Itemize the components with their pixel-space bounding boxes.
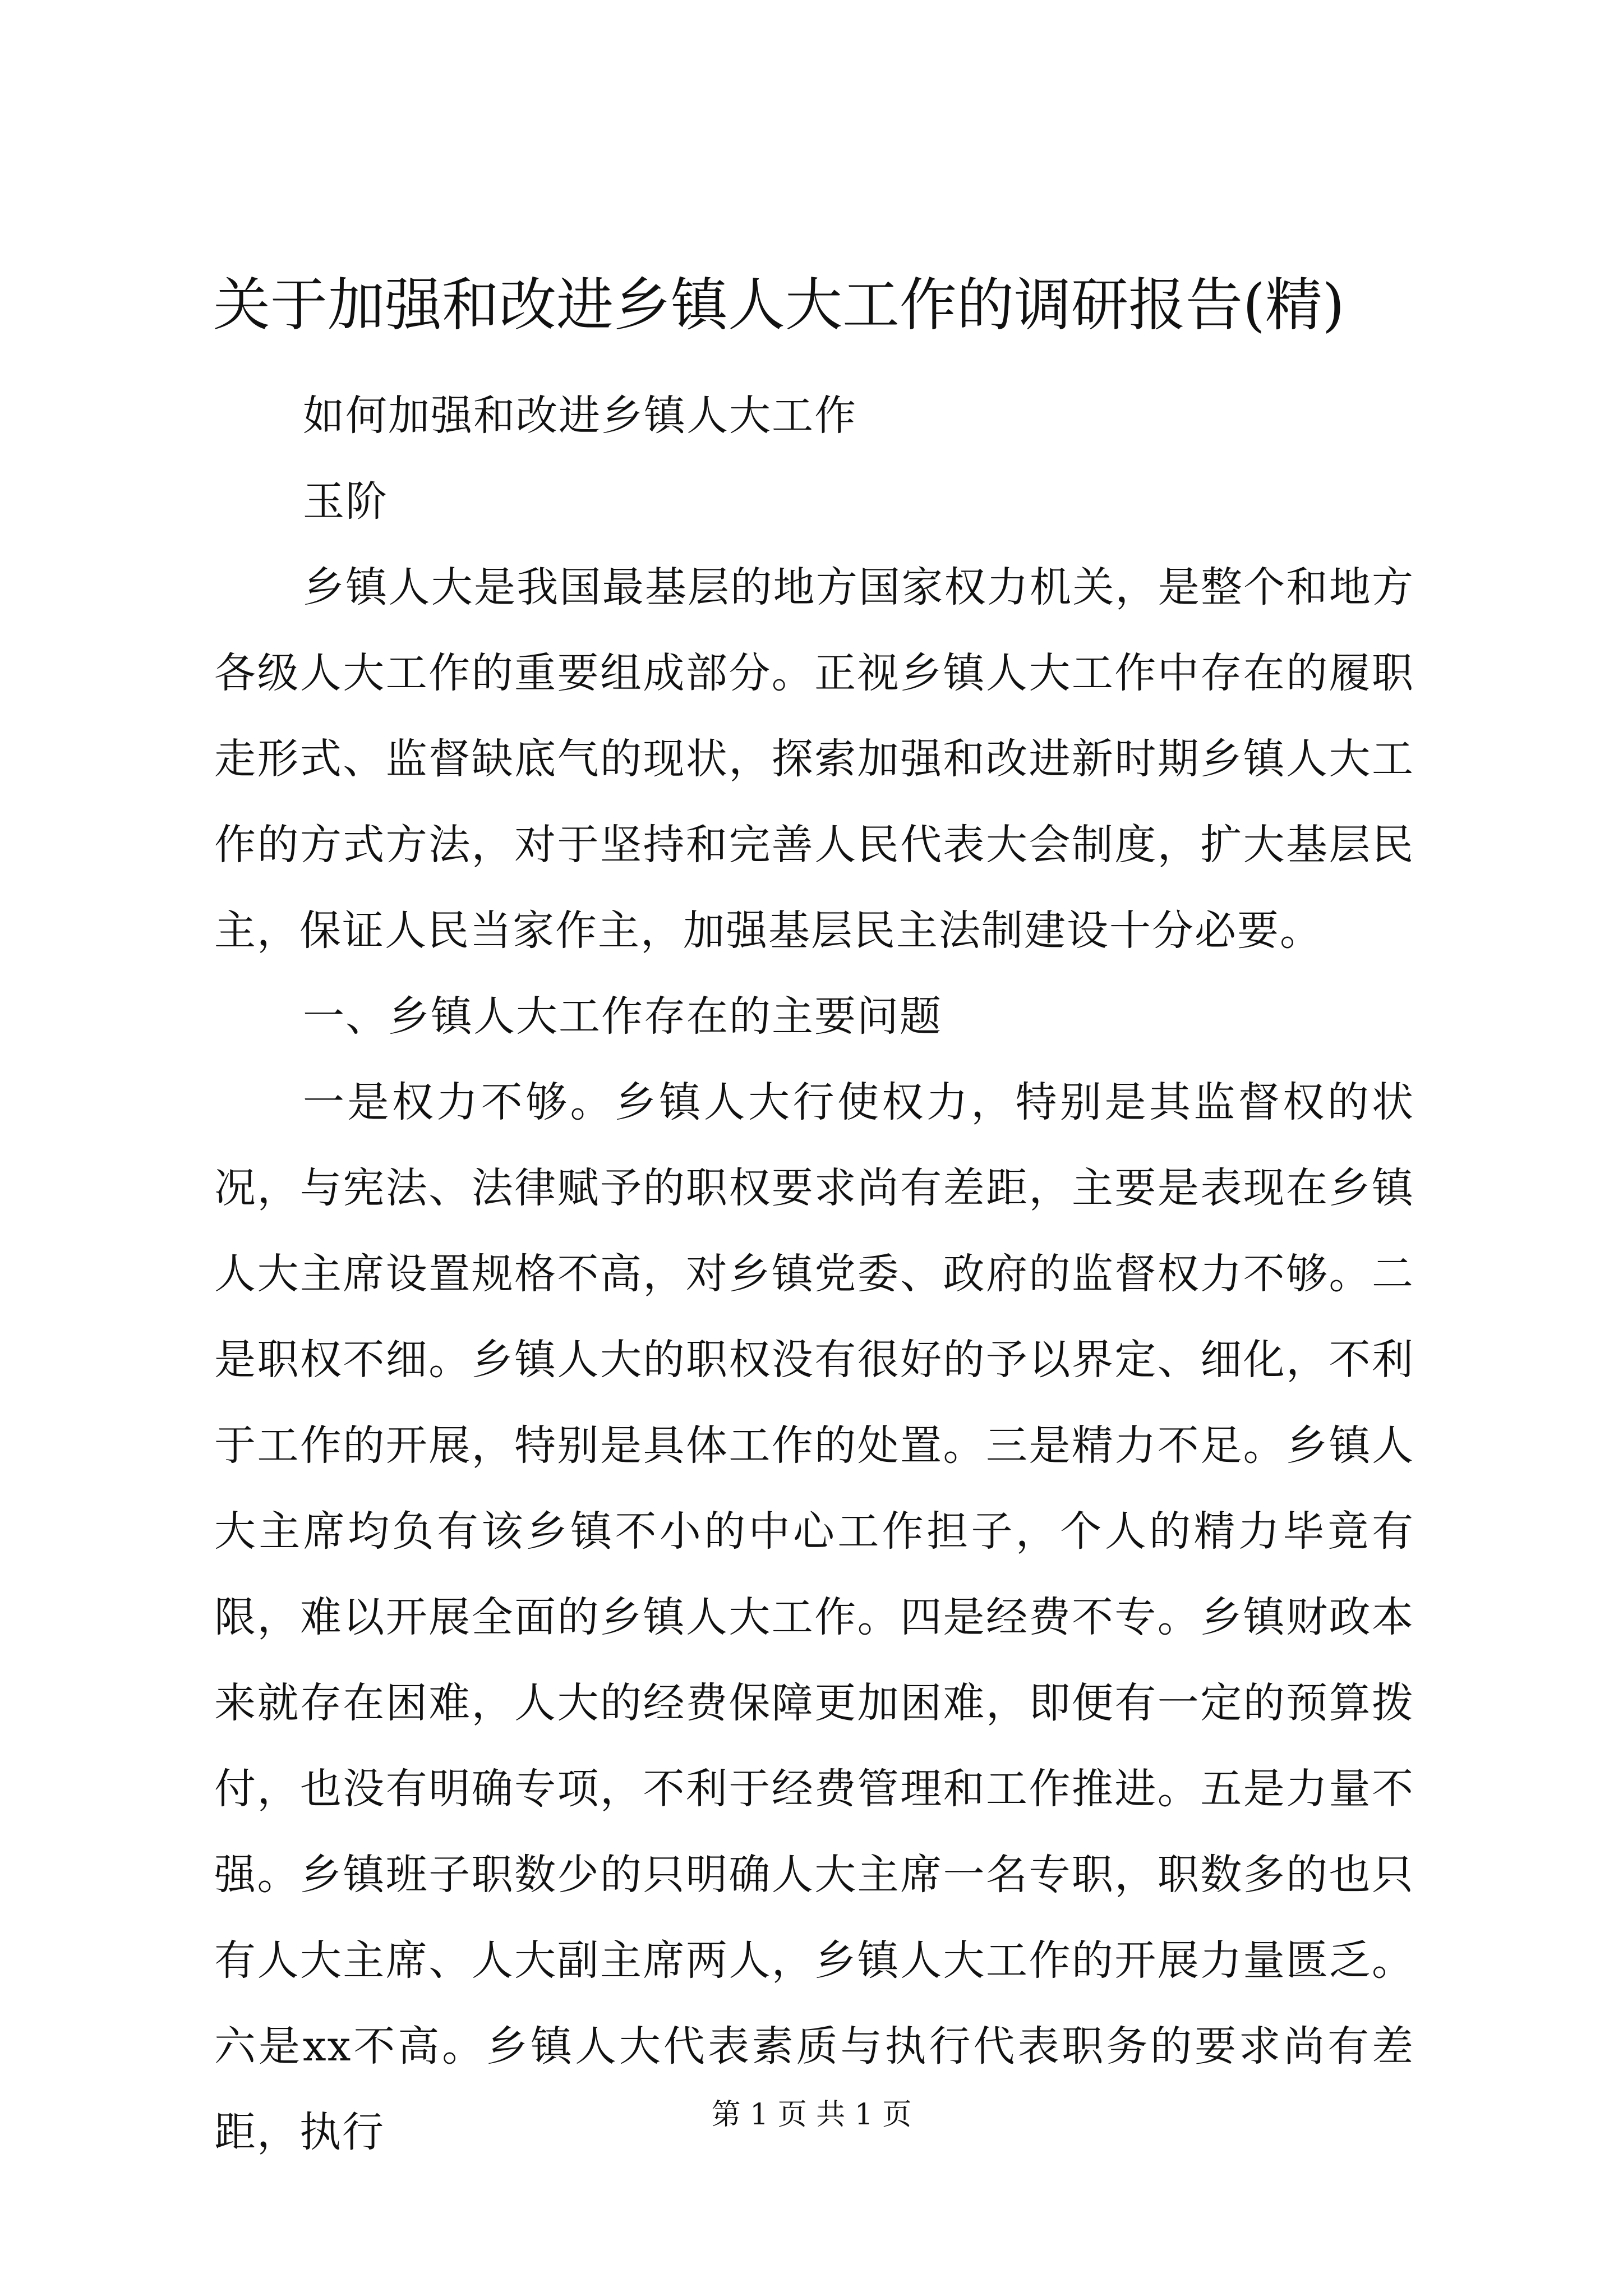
intro-paragraph: 乡镇人大是我国最基层的地方国家权力机关，是整个和地方各级人大工作的重要组成部分。正视乡镇人大工作中存在的履职走形式、监督缺底气的现状，探索加强和改进新时期乡镇人大工作的方式方法，对于坚持和完善人民代表大会制度，扩大基层民主，保证人民当家作主，加强基层民主法制建设十分必要。 <box>214 563 1414 955</box>
section-heading: 一、乡镇人大工作存在的主要问题 <box>303 992 942 1041</box>
document-title: 关于加强和改进乡镇人大工作的调研报告(精) <box>213 272 1345 339</box>
document-body <box>214 373 1414 2175</box>
author-paragraph: 玉阶 <box>303 477 388 526</box>
problems-paragraph: 一是权力不够。乡镇人大行使权力，特别是其监督权的状况，与宪法、法律赋予的职权要求尚有差距，主要是表现在乡镇人大主席设置规格不高，对乡镇党委、政府的监督权力不够。二是职权不细。乡镇人大的职权没有很好的予以界定、细化，不利于工作的开展，特别是具体工作的处置。三是精力不足。乡镇人大主席均负有该乡镇不小的中心工作担子，个人的精力毕竟有限，难以开展全面的乡镇人大工作。四是经费不专。乡镇财政本来就存在困难，人大的经费保障更加困难，即便有一定的预算拨付，也没有明确专项，不利于经费管理和工作推进。五是力量不强。乡镇班子职数少的只明确人大主席一名专职，职数多的也只有人大主席、人大副主席两人，乡镇人大工作的开展力量匮乏。六是xx不高。乡镇人大代表素质与执行代表职务的要求尚有差距，执行 <box>214 1078 1414 2156</box>
subtitle-paragraph: 如何加强和改进乡镇人大工作 <box>303 392 857 440</box>
page-footer: 第 1 页 共 1 页 <box>711 2098 912 2132</box>
